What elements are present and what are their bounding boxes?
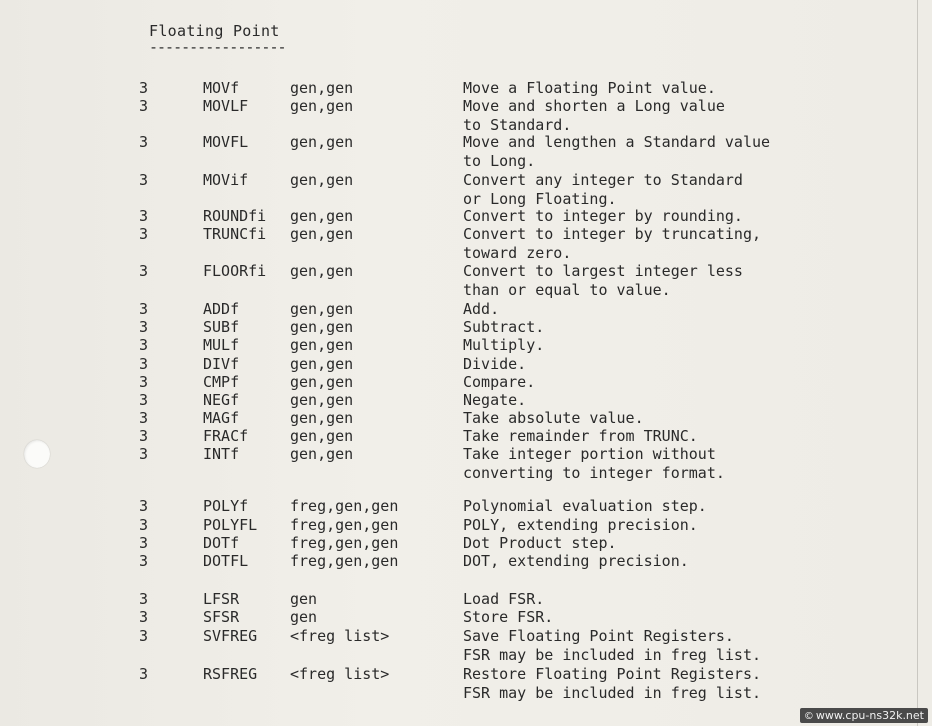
instruction-description: DOT, extending precision. [463, 552, 689, 570]
instruction-mnemonic: MAGf [203, 409, 240, 427]
instruction-row [0, 336, 932, 354]
instruction-operands: gen,gen [290, 97, 354, 115]
instruction-row-continuation [0, 244, 932, 262]
instruction-operands: freg,gen,gen [290, 534, 399, 552]
instruction-row [0, 207, 932, 225]
cycle-count: 3 [139, 590, 149, 608]
instruction-row [0, 608, 932, 626]
instruction-row [0, 497, 932, 515]
instruction-operands: gen,gen [290, 391, 354, 409]
instruction-description: Polynomial evaluation step. [463, 497, 707, 515]
instruction-operands: gen,gen [290, 262, 354, 280]
cycle-count: 3 [139, 445, 149, 463]
instruction-row [0, 318, 932, 336]
cycle-count: 3 [139, 497, 149, 515]
instruction-mnemonic: FRACf [203, 427, 249, 445]
instruction-description: Negate. [463, 391, 527, 409]
instruction-mnemonic: SVFREG [203, 627, 258, 645]
cycle-count: 3 [139, 355, 149, 373]
instruction-description: Take integer portion without [463, 445, 716, 463]
instruction-description: Convert any integer to Standard [463, 171, 743, 189]
instruction-row [0, 355, 932, 373]
instruction-description: Load FSR. [463, 590, 545, 608]
instruction-row [0, 427, 932, 445]
cycle-count: 3 [139, 373, 149, 391]
instruction-mnemonic: ADDf [203, 300, 240, 318]
instruction-description: to Long. [463, 151, 536, 170]
instruction-row [0, 409, 932, 427]
instruction-description: Move a Floating Point value. [463, 79, 716, 97]
instruction-row [0, 171, 932, 189]
instruction-description: Take remainder from TRUNC. [463, 427, 698, 445]
instruction-row-continuation [0, 116, 932, 134]
instruction-row [0, 391, 932, 409]
instruction-row-continuation [0, 464, 932, 482]
instruction-row [0, 534, 932, 552]
instruction-description: Move and shorten a Long value [463, 97, 725, 115]
instruction-mnemonic: RSFREG [203, 665, 258, 683]
instruction-description: Dot Product step. [463, 534, 617, 552]
instruction-description: than or equal to value. [463, 280, 671, 299]
instruction-mnemonic: TRUNCfi [203, 225, 267, 243]
instruction-operands: <freg list> [290, 665, 390, 683]
instruction-row [0, 516, 932, 534]
instruction-operands: gen,gen [290, 207, 354, 225]
instruction-row [0, 79, 932, 97]
instruction-operands: gen [290, 590, 318, 608]
instruction-mnemonic: MOVf [203, 79, 240, 97]
instruction-description: Restore Floating Point Registers. [463, 665, 762, 683]
instruction-operands: gen,gen [290, 336, 354, 354]
section-title: Floating Point [149, 22, 280, 40]
instruction-description: Compare. [463, 373, 536, 391]
instruction-mnemonic: NEGf [203, 391, 240, 409]
cycle-count: 3 [139, 262, 149, 280]
instruction-mnemonic: POLYf [203, 497, 249, 515]
instruction-description: FSR may be included in freg list. [463, 645, 762, 664]
instruction-operands: gen,gen [290, 355, 354, 373]
instruction-row [0, 590, 932, 608]
cycle-count: 3 [139, 516, 149, 534]
instruction-mnemonic: MOVFL [203, 133, 249, 151]
instruction-row [0, 445, 932, 463]
instruction-operands: gen,gen [290, 79, 354, 97]
instruction-operands: gen,gen [290, 409, 354, 427]
instruction-description: or Long Floating. [463, 189, 617, 208]
cycle-count: 3 [139, 552, 149, 570]
instruction-description: converting to integer format. [463, 463, 725, 482]
instruction-description: Move and lengthen a Standard value [463, 133, 771, 151]
instruction-row [0, 262, 932, 280]
instruction-description: Divide. [463, 355, 527, 373]
instruction-row-continuation [0, 190, 932, 208]
cycle-count: 3 [139, 133, 149, 151]
instruction-mnemonic: FLOORfi [203, 262, 267, 280]
instruction-row [0, 133, 932, 151]
cycle-count: 3 [139, 409, 149, 427]
instruction-mnemonic: ROUNDfi [203, 207, 267, 225]
instruction-operands: freg,gen,gen [290, 552, 399, 570]
instruction-operands: gen,gen [290, 171, 354, 189]
copyright-icon: © [803, 711, 814, 722]
cycle-count: 3 [139, 534, 149, 552]
watermark-text: www.cpu-ns32k.net [815, 709, 924, 722]
instruction-row-continuation [0, 152, 932, 170]
instruction-operands: gen,gen [290, 300, 354, 318]
instruction-row [0, 373, 932, 391]
instruction-operands: gen,gen [290, 445, 354, 463]
site-watermark [800, 708, 928, 723]
instruction-mnemonic: MOVif [203, 171, 249, 189]
instruction-operands: freg,gen,gen [290, 516, 399, 534]
instruction-operands: freg,gen,gen [290, 497, 399, 515]
instruction-mnemonic: DOTf [203, 534, 240, 552]
instruction-operands: gen,gen [290, 427, 354, 445]
instruction-operands: gen,gen [290, 373, 354, 391]
instruction-mnemonic: DIVf [203, 355, 240, 373]
instruction-mnemonic: LFSR [203, 590, 240, 608]
instruction-row [0, 225, 932, 243]
cycle-count: 3 [139, 171, 149, 189]
cycle-count: 3 [139, 665, 149, 683]
instruction-row-continuation [0, 684, 932, 702]
instruction-description: Convert to integer by truncating, [463, 225, 762, 243]
instruction-mnemonic: INTf [203, 445, 240, 463]
instruction-description: Convert to integer by rounding. [463, 207, 743, 225]
section-title-underline: ----------------- [149, 38, 286, 56]
instruction-operands: gen,gen [290, 225, 354, 243]
instruction-description: toward zero. [463, 243, 572, 262]
instruction-mnemonic: CMPf [203, 373, 240, 391]
instruction-description: Add. [463, 300, 500, 318]
instruction-description: Subtract. [463, 318, 545, 336]
cycle-count: 3 [139, 336, 149, 354]
instruction-row [0, 97, 932, 115]
instruction-row-continuation [0, 646, 932, 664]
instruction-description: Save Floating Point Registers. [463, 627, 734, 645]
cycle-count: 3 [139, 318, 149, 336]
cycle-count: 3 [139, 608, 149, 626]
instruction-description: Convert to largest integer less [463, 262, 743, 280]
instruction-row [0, 552, 932, 570]
instruction-description: Multiply. [463, 336, 545, 354]
instruction-mnemonic: SFSR [203, 608, 240, 626]
instruction-description: POLY, extending precision. [463, 516, 698, 534]
instruction-row-continuation [0, 281, 932, 299]
cycle-count: 3 [139, 627, 149, 645]
instruction-mnemonic: DOTFL [203, 552, 249, 570]
cycle-count: 3 [139, 427, 149, 445]
instruction-operands: gen,gen [290, 133, 354, 151]
instruction-operands: gen,gen [290, 318, 354, 336]
instruction-mnemonic: POLYFL [203, 516, 258, 534]
instruction-row [0, 665, 932, 683]
instruction-description: Store FSR. [463, 608, 554, 626]
instruction-mnemonic: MULf [203, 336, 240, 354]
instruction-row [0, 300, 932, 318]
cycle-count: 3 [139, 300, 149, 318]
instruction-description: FSR may be included in freg list. [463, 683, 762, 702]
instruction-mnemonic: SUBf [203, 318, 240, 336]
cycle-count: 3 [139, 391, 149, 409]
cycle-count: 3 [139, 207, 149, 225]
instruction-operands: <freg list> [290, 627, 390, 645]
instruction-operands: gen [290, 608, 318, 626]
instruction-description: to Standard. [463, 115, 572, 134]
instruction-mnemonic: MOVLF [203, 97, 249, 115]
instruction-row [0, 627, 932, 645]
cycle-count: 3 [139, 79, 149, 97]
instruction-description: Take absolute value. [463, 409, 644, 427]
cycle-count: 3 [139, 97, 149, 115]
cycle-count: 3 [139, 225, 149, 243]
